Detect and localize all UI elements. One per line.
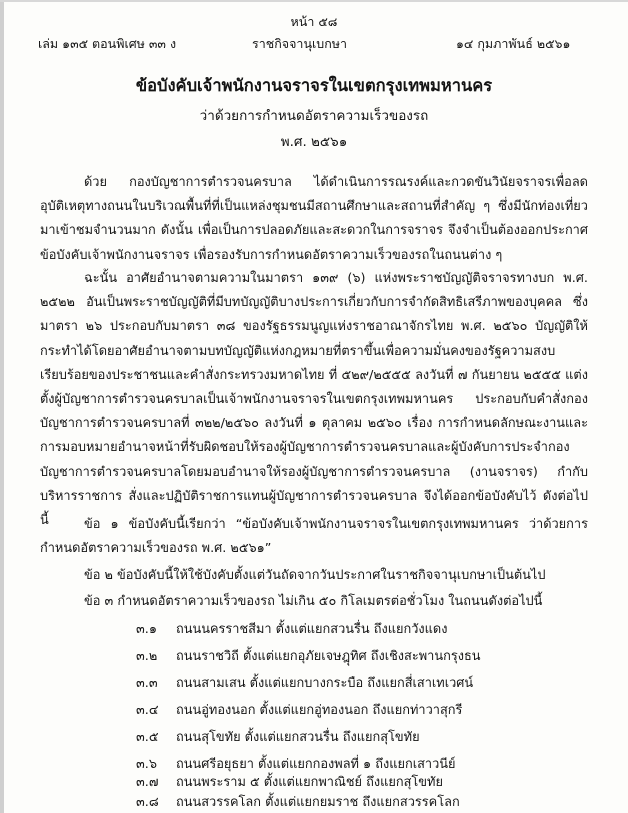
item-number: ๓.๒ xyxy=(136,649,158,664)
list-item xyxy=(136,645,481,666)
clause-3: ข้อ ๓ กำหนดอัตราความเร็วของรถ ไม่เกิน ๕๐ กิโลเมตรต่อชั่วโมง ในถนนดังต่อไปนี้ xyxy=(84,594,543,609)
list-item xyxy=(136,771,443,792)
preamble-paragraph: ด้วย กองบัญชาการตำรวจนครบาล ได้ดำเนินการรณรงค์และกวดขันวินัยจราจรเพื่อลดอุบัติเหตุทางถนนในบริเวณพื้นที่ที่เป็นแหล่งชุมชนมีสถานศึกษาและสถานที่สำคัญ ๆ ซึ่งมีนักท่องเที่ยวมาเข้าชมจำนวนมาก ดังนั้น เพื่อเป็นการปลอดภัยและสะดวกในการจราจร จึงจำเป็นต้องออกประกาศข้อบังคับเจ้าพนักงานจราจร เพื่อรองรับการกำหนดอัตราความเร็วของรถในถนนต่าง ๆ xyxy=(40,175,588,263)
list-item xyxy=(136,618,447,639)
document-year: พ.ศ. ๒๕๖๑ xyxy=(280,134,348,150)
item-number: ๓.๑ xyxy=(136,622,157,637)
item-text: ถนนนครราชสีมา ตั้งแต่แยกสวนรื่น ถึงแยกวังแดง xyxy=(176,622,448,637)
gazette-volume: เล่ม ๑๓๕ ตอนพิเศษ ๓๓ ง xyxy=(38,36,177,51)
list-item xyxy=(136,699,462,720)
item-text: ถนนพระราม ๕ ตั้งแต่แยกพาณิชย์ ถึงแยกสุโขทัย xyxy=(176,775,443,790)
gazette-date: ๑๔ กุมภาพันธ์ ๒๕๖๑ xyxy=(456,36,571,51)
list-item xyxy=(136,726,420,747)
item-number: ๓.๘ xyxy=(136,795,159,810)
gazette-name: ราชกิจจานุเบกษา xyxy=(252,36,348,51)
item-text: ถนนศรีอยุธยา ตั้งแต่แยกกองพลที่ ๑ ถึงแยกเสาวนีย์ xyxy=(176,757,456,772)
list-item xyxy=(136,672,473,693)
document-subtitle: ว่าด้วยการกำหนดอัตราความเร็วของรถ xyxy=(199,108,429,124)
page-number: หน้า ๕๘ xyxy=(290,14,338,29)
scan-edge-top xyxy=(0,0,628,2)
clause-2: ข้อ ๒ ข้อบังคับนี้ให้ใช้บังคับตั้งแต่วันถัดจากวันประกาศในราชกิจจานุเบกษาเป็นต้นไป xyxy=(84,568,546,583)
item-text: ถนนสามเสน ตั้งแต่แยกบางกระบือ ถึงแยกสี่เสาเทเวศน์ xyxy=(176,676,474,691)
item-text: ถนนอู่ทองนอก ตั้งแต่แยกอู่ทองนอก ถึงแยกท่าวาสุกรี xyxy=(176,703,463,718)
clause-1: ข้อ ๑ ข้อบังคับนี้เรียกว่า “ข้อบังคับเจ้าพนักงานจราจรในเขตกรุงเทพมหานคร ว่าด้วยการกำหนดอัตราความเร็วของรถ พ.ศ. ๒๕๖๑” xyxy=(40,517,588,557)
item-number: ๓.๖ xyxy=(136,757,157,772)
item-number: ๓.๔ xyxy=(136,703,159,718)
list-item xyxy=(136,791,460,812)
item-text: ถนนราชวิถี ตั้งแต่แยกอุภัยเจษฎุทิศ ถึงเชิงสะพานกรุงธน xyxy=(176,649,481,664)
authority-paragraph: ฉะนั้น อาศัยอำนาจตามความในมาตรา ๑๓๙ (๖) แห่งพระราชบัญญัติจราจรทางบก พ.ศ. ๒๕๒๒ อันเป็นพระราชบัญญัติที่มีบทบัญญัติบางประการเกี่ยวกับการจำกัดสิทธิเสรีภาพของบุคคล ซึ่งมาตรา ๒๖ ประกอบกับมาตรา ๓๘ ของรัฐธรรมนูญแห่งราชอาณาจักรไทย พ.ศ. ๒๕๖๐ บัญญัติให้กระทำได้โดยอาศัยอำนาจตามบทบัญญัติแห่งกฎหมายที่ตราขึ้นเพื่อความมั่นคงของรัฐความสงบเรียบร้อยของประชาชนและคำสั่งกระทรวงมหาดไทย ที่ ๕๒๙/๒๕๕๕ ลงวันที่ ๗ กันยายน ๒๕๕๕ แต่งตั้งผู้บัญชาการตำรวจนครบาลเป็นเจ้าพนักงานจราจรในเขตกรุงเทพมหานคร ประกอบกับคำสั่งกองบัญชาการตำรวจนครบาลที่ ๓๒๒/๒๕๖๐ ลงวันที่ ๑ ตุลาคม ๒๕๖๐ เรื่อง การกำหนดลักษณะงานและการมอบหมายอำนาจหน้าที่รับผิดชอบให้รองผู้บัญชาการตำรวจนครบาลและผู้บังคับการประจำกองบัญชาการตำรวจนครบาลโดยมอบอำนาจให้รองผู้บัญชาการตำรวจนครบาล (งานจราจร) กำกับบริหารราชการ สั่งและปฏิบัติราชการแทนผู้บัญชาการตำรวจนครบาล จึงได้ออกข้อบังคับไว้ ดังต่อไปนี้ xyxy=(40,271,588,529)
item-number: ๓.๕ xyxy=(136,730,159,745)
document-title: ข้อบังคับเจ้าพนักงานจราจรในเขตกรุงเทพมหานคร xyxy=(135,76,493,95)
item-text: ถนนสวรรคโลก ตั้งแต่แยกยมราช ถึงแยกสวรรคโลก xyxy=(176,795,460,810)
item-number: ๓.๗ xyxy=(136,775,159,790)
item-number: ๓.๓ xyxy=(136,676,158,691)
item-text: ถนนสุโขทัย ตั้งแต่แยกสวนรื่น ถึงแยกสุโขทัย xyxy=(176,730,420,745)
